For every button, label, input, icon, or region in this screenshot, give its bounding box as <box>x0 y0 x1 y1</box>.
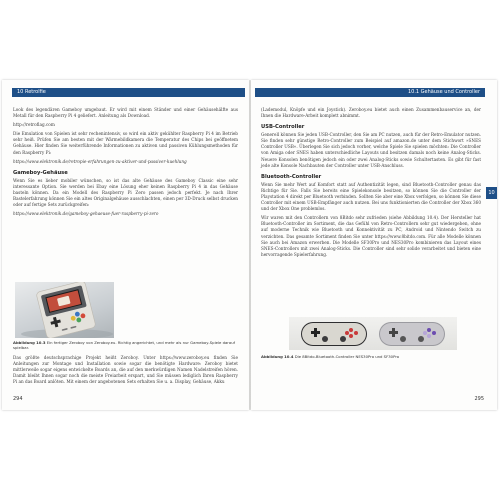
heading-usb-controller: USB-Controller <box>261 124 305 131</box>
gameboy-paragraph: Wenn Sie es lieber mobiler wünschen, so ist das alte Gehäuse des Gameboy Classic eine sehr interessante Option. Sie werden bei Ebay eine Lösung eher keinen Raspberry Pi 4 in das Gehäuse basteln können. Da ein Modell des Raspberry Pi Zero passen jedoch perfekt. Je nach Ihrer Bastelerfahrung können Sie ein altes Originalgehäuse ausschlachten, einen per 3D-Druck selbst drucken oder auf fertige Sets zurückgreifen: <box>13 177 238 208</box>
left-page-number: 294 <box>13 396 23 402</box>
zeroboy-photo <box>15 282 114 338</box>
right-caption-block <box>261 354 481 359</box>
figure-10-3-caption: Abbildung 10.3 Ein fertiger Zeroboy von Zeroboy.eu. Richtig angerichtet, und mehr als nur Gameboy-Spiele darauf spielbar. <box>13 340 235 351</box>
right-header-text: 10.1 Gehäuse und Controller <box>407 89 480 95</box>
left-page <box>2 80 249 410</box>
left-text-top <box>13 107 238 217</box>
left-running-header <box>12 88 245 97</box>
cooling-paragraph: Die Emulation von Spielen ist sehr rechenintensiv, so wird ein aktiv gekühlter Raspberry Pi 4 im Betrieb sehr heiß. Prüfen Sie am besten mit der Wärmebildkamera die Temperatur des Chips bei geöffnetem Gehäuse. Hier finden Sie weiterführende Informationen zu aktiven und passiven Kühlungsmethoden für den Raspberry Pi: <box>13 131 238 155</box>
right-page-number: 295 <box>474 396 484 402</box>
right-running-header <box>255 88 485 97</box>
url-gameboy[interactable]: https://www.elektronik.de/gameboy-gehaeuse-fuer-raspberry-pi-zero <box>13 211 159 217</box>
bluetooth-paragraph-1: Wenn Sie mehr Wert auf Komfort statt auf Authentizität legen, sind Bluetooth-Controller genau das Richtige für Sie. Falls Sie bereits eine Spielekonsole besitzen, so können Sie die Controller der Playstation 4 direkt per Bluetooth verbinden. Sollten Sie aber eine Xbox verfolgen, so können Sie diese Controller mit einem USB-Empfänger auch nutzen. Bei uns funktionierten die Controller der Xbox 360 und der Xbox One problemlos. <box>261 181 481 212</box>
bluetooth-paragraph-2: Wir waren mit den Controllern von 8Bitdo sehr zufrieden (siehe Abbildung 10.4). Der Hersteller hat Bluetooth-Controller im Sortiment, die das Gefühl von Retro-Controllern sehr gut wiedergeben, ohne auf moderne Technik wie Bluetooth und Konnektivität zu PC, Android und Nintendo Switch zu verzichten. Das gesamte Sortiment finden Sie unter https://www.8bitdo.com. Für alle Modelle können Sie auch bei Amazon erwerben. Die Modelle SF30Pro und NES30Pro kombinieren das Layout eines SNES-Controllers mit zwei Analog-Sticks. Die Controller sind sehr solide verarbeitet und bieten eine hervorragende Spielerfahrung. <box>261 215 481 257</box>
left-header-text: 10 Retrolfie <box>17 89 46 95</box>
figure-10-4-caption: Abbildung 10.4 Die 8Bitdo-Bluetooth-Controller NES30Pro und SF30Pro <box>261 354 400 359</box>
usb-paragraph: Generell können Sie jeden USB-Controller, den Sie am PC nutzen, auch für der Retro-Emulator nutzen. Sie finden sehr günstige Retro-Controller zum Beispiel auf amazon.de unter dem Stichwort »SNES Controller USB«. Überlegen Sie sich jedoch vorher, welche Spiele Sie spielen möchten: Die Controller von Amiga oder SNES haben unterschiedliche Layouts und besitzen damals noch keine Analog-Sticks. Neuere Konsolen benötigen jedoch ein oder zwei Analog-Sticks sowie Schultertasten. Es gibt für fast jede alte Konsole Nachbauten der Controller unter USB-Anschluss. <box>261 132 481 168</box>
left-caption-block <box>13 340 238 385</box>
url-retroflag[interactable]: http://retroflag.com <box>13 122 55 128</box>
zusammenbau-paragraph: (Lademodul, Knöpfe und ein Joystick). Zeroboy.eu bietet auch einen Zusammenbauservice an, der Ihnen die Hardware-Arbeit komplett abnimmt. <box>261 107 481 119</box>
heading-gameboy: Gameboy-Gehäuse <box>13 169 68 176</box>
heading-bluetooth-controller: Bluetooth-Controller <box>261 173 322 180</box>
controllers-illustration <box>289 317 457 350</box>
right-text-top <box>261 107 481 258</box>
intro-paragraph: Look des legendären Gameboy umgebaut. Er wird mit einem Ständer und einer Gehäusehälfte aus Metall für den Raspberry Pi 4 geliefert. Anleitung als Download. <box>13 107 238 119</box>
url-cooling[interactable]: https://www.elektronik.de/retropie-erfahrungen-zu-aktiver-und-passiver-kuehlung <box>13 158 187 164</box>
zeroboy-illustration <box>15 282 114 338</box>
zeroboy-paragraph: Das größte deutschsprachige Projekt heißt Zeroboy. Unter https://www.zeroboy.eu finden Sie Anleitungen zur Montage und Installation sowie sogar die benötigte Hardware: Zeroboy bietet mittlerweile sogar eigens entwickelte Boards an, die auf den merkwürdigen Namen Nadelstreifen hören. Damit bleibt Ihnen sogar noch die meiste Freiarbeit erspart, und Sie müssen lediglich Ihren Raspberry Pi an das Board anlöten. Mit einem der angebotenen Sets erhalten Sie u. a. Display, Gehäuse, Akku <box>13 354 238 385</box>
right-page <box>251 80 497 410</box>
chapter-thumb-tab: 10 <box>486 187 497 199</box>
controllers-photo <box>289 317 457 350</box>
